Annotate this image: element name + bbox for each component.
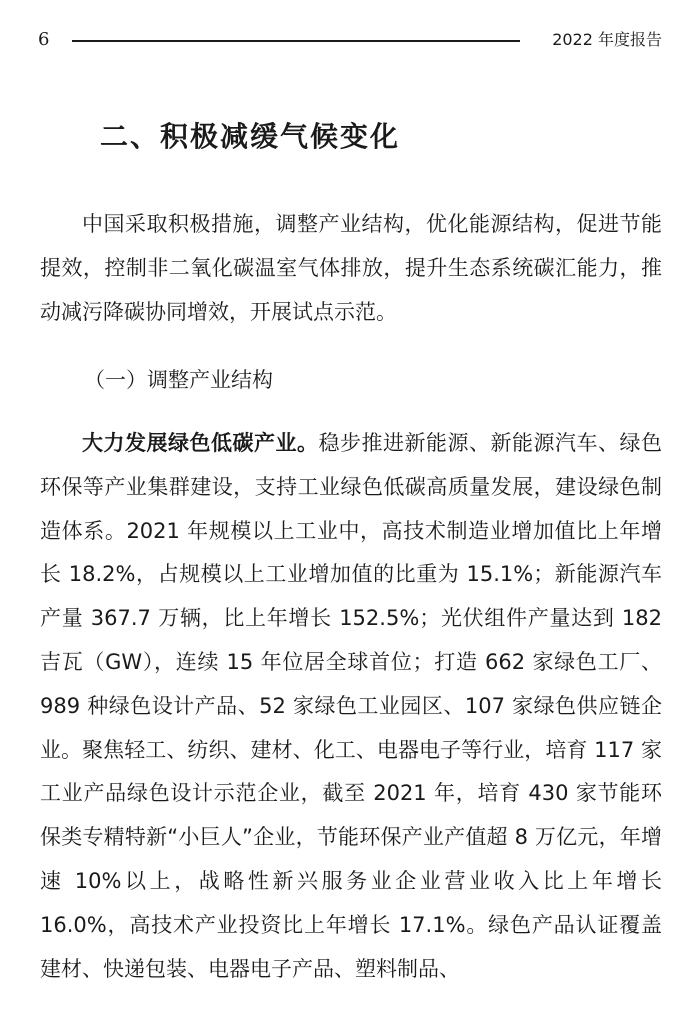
report-title: 2022 年度报告 [552,30,662,49]
paragraph-lead: 大力发展绿色低碳产业。 [82,431,319,455]
subsection-title: （一）调整产业结构 [84,368,273,392]
page-number: 6 [38,29,50,50]
section-title: 二、积极减缓气候变化 [100,120,401,153]
intro-paragraph: 中国采取积极措施，调整产业结构，优化能源结构，促进节能提效，控制非二氧化碳温室气体排放，提升生态系统碳汇能力，推动减污降碳协同增效，开展试点示范。 [40,212,662,324]
paragraph-text: 稳步推进新能源、新能源汽车、绿色环保等产业集群建设，支持工业绿色低碳高质量发展，建设绿色制造体系。2021 年规模以上工业中，高技术制造业增加值比上年增长 18.2%，占规模以上工业增加值的比重为 15.1%；新能源汽车产量 367.7 万辆，比上年增长 152.5%；光伏组件产量达到 182 吉瓦（GW），连续 15 年位居全球首位；打造 662 家绿色工厂、989 种绿色设计产品、52 家绿色工业园区、107 家绿色供应链企业。聚焦轻工、纺织、建材、化工、电器电子等行业，培育 117 家工业产品绿色设计示范企业，截至 2021 年，培育 430 家节能环保类专精特新“小巨人”企业，节能环保产业产值超 8 万亿元，年增速 10%以上，战略性新兴服务业企业营业收入比上年增长 16.0%，高技术产业投资比上年增长 17.1%。绿色产品认证覆盖建材、快递包装、电器电子产品、塑料制品、 [40,431,662,981]
page-header [38,28,662,54]
body-paragraph [40,422,662,1009]
header-rule [72,40,520,42]
